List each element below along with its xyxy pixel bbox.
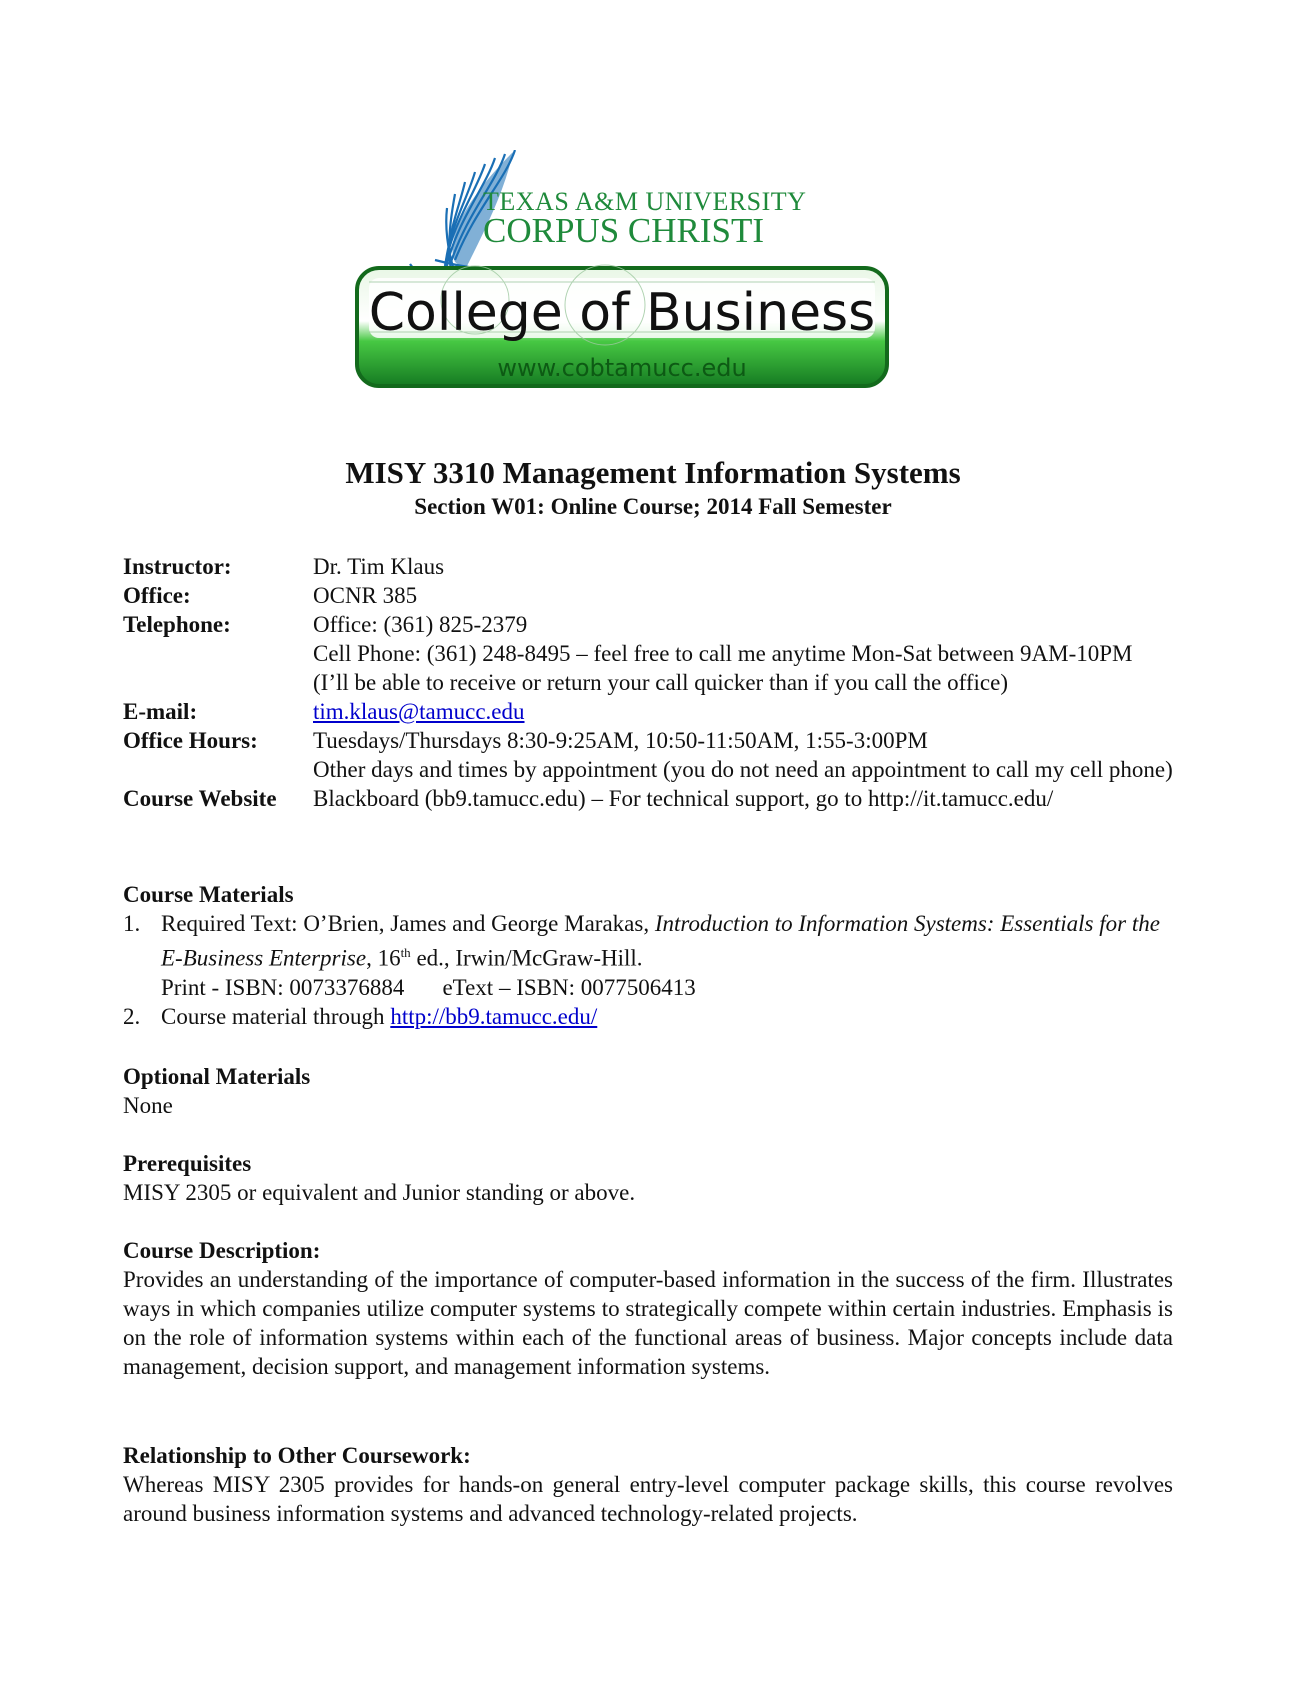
- email-row: [123, 697, 1173, 726]
- list-number: 2.: [123, 1003, 141, 1029]
- list-item: [123, 909, 1173, 1002]
- prerequisites-section: [123, 1149, 1173, 1207]
- telephone-office: Office: (361) 825-2379: [313, 612, 528, 637]
- college-logo: [355, 150, 915, 415]
- logo-college: College of Business: [368, 283, 876, 343]
- relationship-heading: Relationship to Other Coursework:: [123, 1443, 471, 1468]
- logo-university-line2: CORPUS CHRISTI: [483, 211, 765, 250]
- blackboard-link[interactable]: http://bb9.tamucc.edu/: [390, 1003, 598, 1029]
- office-value: OCNR 385: [313, 583, 418, 608]
- logo-url: www.cobtamucc.edu: [497, 354, 747, 382]
- edition-sup: th: [400, 945, 411, 960]
- instructor-row: [123, 552, 1173, 581]
- etext-isbn: eText – ISBN: 0077506413: [442, 974, 696, 1000]
- relationship-section: [123, 1441, 1173, 1528]
- instructor-label: Instructor:: [123, 554, 232, 579]
- edition-post: ed., Irwin/McGraw-Hill.: [410, 945, 643, 971]
- office-hours-line2: Other days and times by appointment (you do not need an appointment to call my cell phone): [313, 757, 1173, 782]
- instructor-info: [123, 552, 1173, 813]
- course-description-heading: Course Description:: [123, 1238, 321, 1263]
- telephone-row: [123, 610, 1173, 697]
- optional-materials-heading: Optional Materials: [123, 1064, 311, 1089]
- email-label: E-mail:: [123, 699, 198, 724]
- email-link[interactable]: tim.klaus@tamucc.edu: [313, 699, 525, 724]
- relationship-text: Whereas MISY 2305 provides for hands-on general entry-level computer package skills, this course revolves around business information systems and advanced technology-related projects.: [123, 1472, 1173, 1526]
- telephone-label: Telephone:: [123, 612, 231, 637]
- print-isbn: Print - ISBN: 0073376884: [161, 974, 405, 1000]
- list-item: [123, 1002, 1173, 1031]
- office-hours-row: [123, 726, 1173, 784]
- optional-materials-text: None: [123, 1093, 173, 1118]
- office-hours-label: Office Hours:: [123, 728, 258, 753]
- required-text-prefix: Required Text: O’Brien, James and George Marakas,: [161, 911, 655, 936]
- course-materials-section: [123, 880, 1173, 1031]
- list-number: 1.: [123, 911, 141, 936]
- prerequisites-heading: Prerequisites: [123, 1151, 252, 1176]
- course-website-row: [123, 784, 1173, 813]
- office-label: Office:: [123, 583, 191, 608]
- page-title: MISY 3310 Management Information Systems: [345, 455, 961, 490]
- course-description-text: Provides an understanding of the importance of computer-based information in the success of the firm. Illustrates ways in which companies utilize computer systems to strategically compete within certain industries. Emphasis is on the role of information systems within each of the functional areas of business. Major concepts include data management, decision support, and management information systems.: [123, 1267, 1173, 1379]
- course-material-text: Course material through: [161, 1003, 391, 1029]
- course-website-value: Blackboard (bb9.tamucc.edu) – For technical support, go to http://it.tamucc.edu/: [313, 786, 1054, 811]
- required-text: [161, 909, 1173, 973]
- logo-graphic: [355, 150, 915, 415]
- office-hours-line1: Tuesdays/Thursdays 8:30-9:25AM, 10:50-11:50AM, 1:55-3:00PM: [313, 728, 928, 753]
- edition-pre: , 16: [366, 945, 401, 971]
- office-row: [123, 581, 1173, 610]
- isbn-line: [161, 973, 1173, 1002]
- optional-materials-section: [123, 1062, 1173, 1120]
- course-description-section: [123, 1236, 1173, 1381]
- telephone-cell: Cell Phone: (361) 248-8495 – feel free to call me anytime Mon-Sat between 9AM-10PM (I’ll be able to receive or return your call quicker than if you call the office): [313, 641, 1133, 695]
- prerequisites-text: MISY 2305 or equivalent and Junior standing or above.: [123, 1180, 636, 1205]
- page-subtitle: Section W01: Online Course; 2014 Fall Semester: [414, 494, 892, 519]
- instructor-value: Dr. Tim Klaus: [313, 554, 445, 579]
- course-website-label: Course Website: [123, 786, 277, 811]
- course-materials-heading: Course Materials: [123, 882, 294, 907]
- logo-university-line1: TEXAS A&M UNIVERSITY: [483, 187, 807, 216]
- book-title: Introduction to Information Systems: Essentials for the E-Business Enterprise: [161, 911, 1160, 971]
